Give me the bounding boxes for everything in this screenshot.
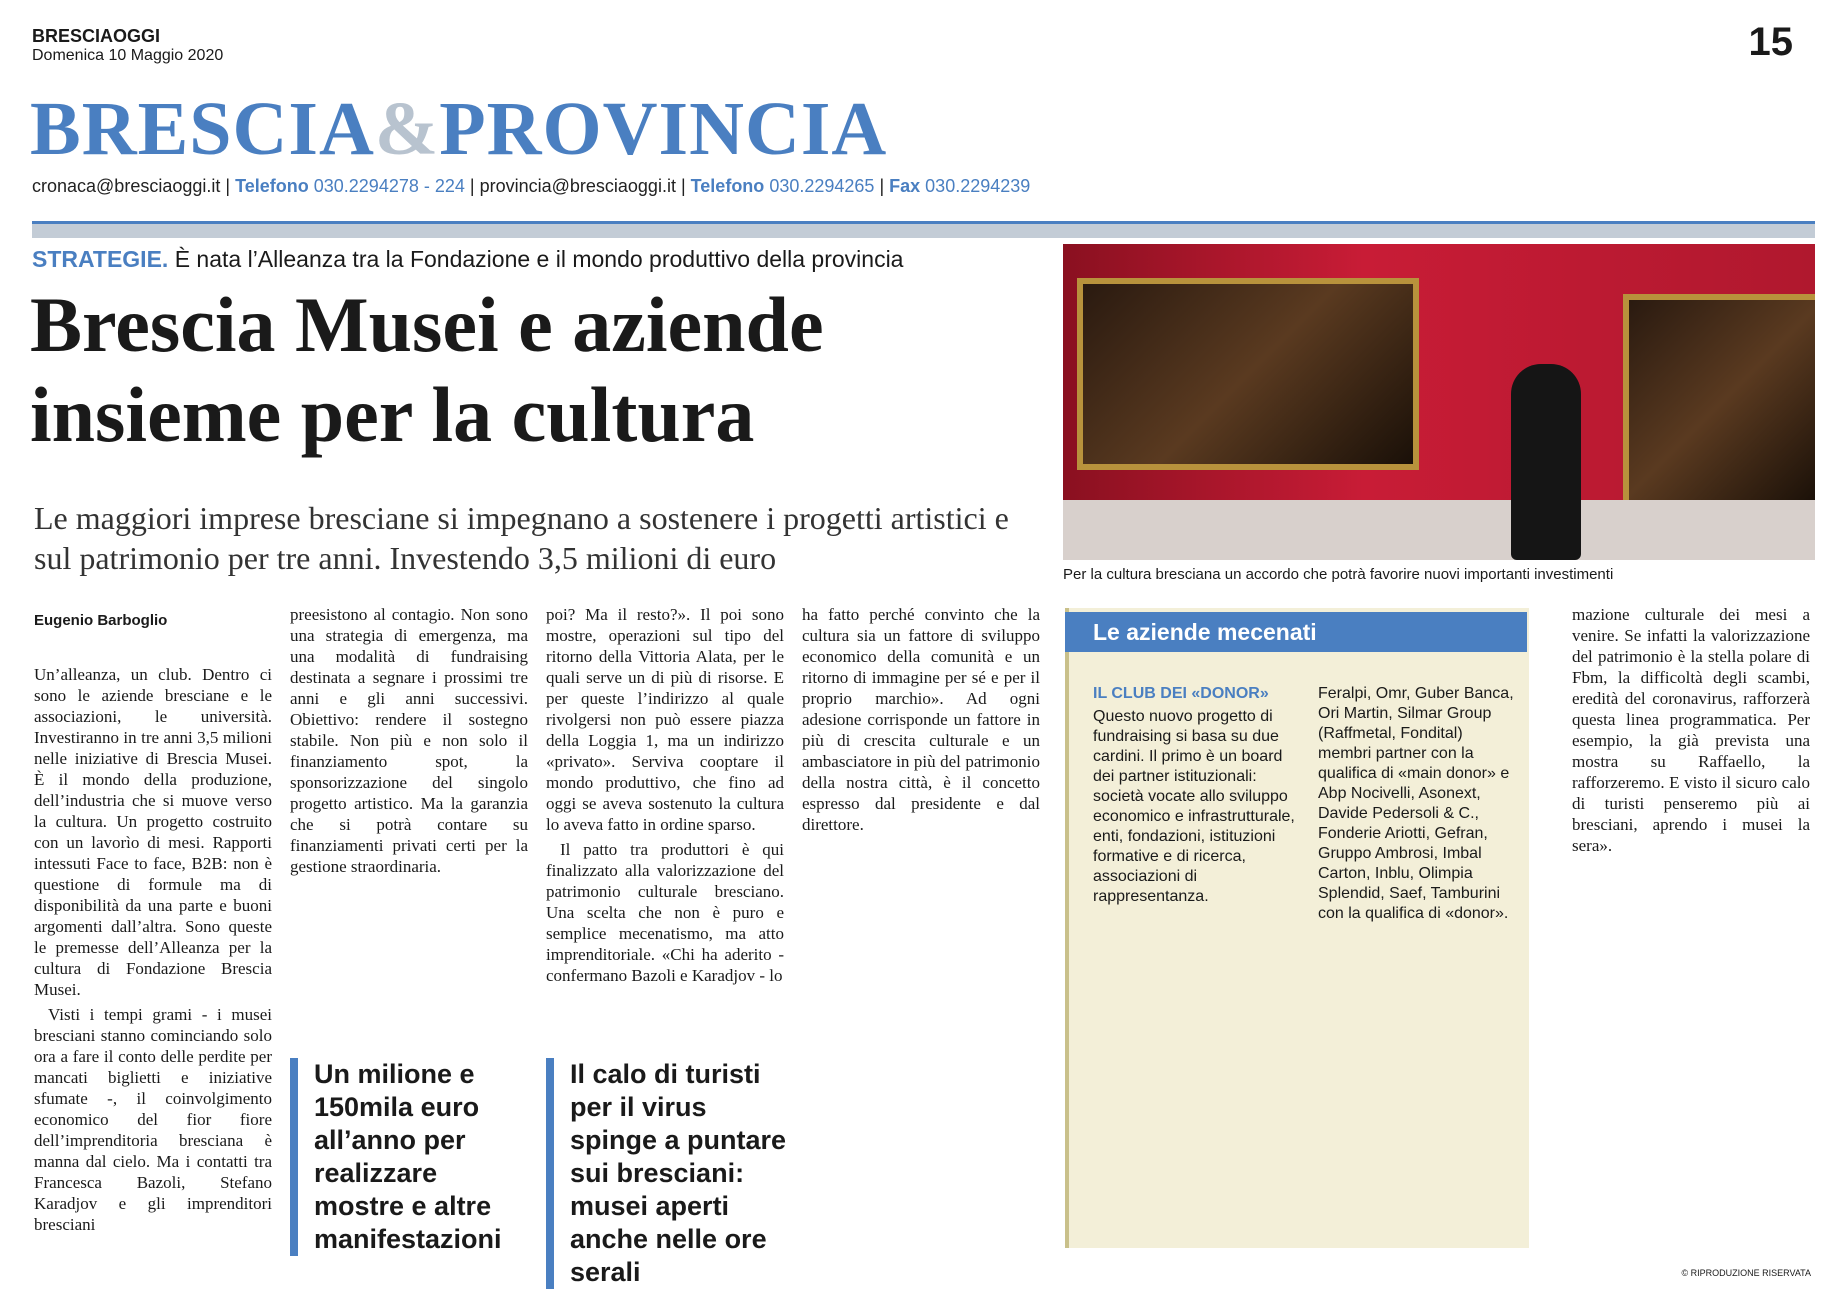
telephone-cronaca: 030.2294278 - 224 bbox=[313, 176, 465, 196]
paragraph: Il patto tra produttori è qui finalizzato alla valorizzazione del patrimonio culturale bresciano. Una scelta che non è puro e semplice mecenatismo, ma atto imprenditoriale. «Chi ha aderito - confermano Bazoli e Karadjov - lo bbox=[546, 840, 784, 985]
kicker-text: È nata l’Alleanza tra la Fondazione e il mondo produttivo della provincia bbox=[168, 246, 904, 272]
contact-email-provincia[interactable]: provincia@bresciaoggi.it bbox=[479, 176, 676, 196]
masthead bbox=[32, 26, 223, 65]
issue-date: Domenica 10 Maggio 2020 bbox=[32, 47, 224, 64]
separator: | bbox=[464, 176, 480, 196]
kicker bbox=[32, 246, 903, 273]
section-title-ampersand: & bbox=[374, 87, 440, 171]
paragraph: poi? Ma il resto?». Il poi sono mostre, operazioni sul tipo del ritorno della Vittoria Alata, per le quali serve un di più di risorse. E per queste l’indirizzo al quale rivolgersi non può essere piazza della Loggia 1, ma un indirizzo «privato». Serviva cooptare il mondo produttivo, che fino ad oggi se aveva sostenuto la cultura lo aveva fatto in ordine sparso. bbox=[546, 605, 784, 834]
paragraph: mazione culturale dei mesi a venire. Se infatti la valorizzazione del patrimonio è la stella polare di Fbm, la difficoltà degli scambi, eredità del coronavirus, rafforzerà questa linea programmatica. Per esempio, la già prevista una mostra su Raffaello, la rafforzeremo. E visto il sicuro calo di turisti penseremo più ai bresciani, aprendo i musei la sera». bbox=[1572, 605, 1810, 855]
pullquote-2: Il calo di turisti per il virus spinge a puntare sui bresciani: musei aperti anche nelle ore serali bbox=[546, 1058, 790, 1289]
sidebar-title: Le aziende mecenati bbox=[1065, 612, 1527, 652]
painting-left bbox=[1077, 278, 1419, 470]
newspaper-name: BRESCIAOGGI bbox=[32, 26, 161, 46]
painting-right bbox=[1623, 294, 1815, 506]
separator: | bbox=[220, 176, 236, 196]
page-number: 15 bbox=[1748, 20, 1793, 64]
separator: | bbox=[675, 176, 691, 196]
museum-photo bbox=[1063, 244, 1815, 560]
copyright-notice: © RIPRODUZIONE RISERVATA bbox=[1681, 1268, 1811, 1278]
pullquote-1: Un milione e 150mila euro all’anno per realizzare mostre e altre manifestazioni bbox=[290, 1058, 524, 1256]
section-rule bbox=[32, 221, 1815, 238]
section-title-part2: PROVINCIA bbox=[439, 87, 888, 171]
separator: | bbox=[874, 176, 890, 196]
telephone-label: Telefono bbox=[235, 176, 309, 196]
article-column-1 bbox=[34, 664, 272, 1239]
article-column-3 bbox=[546, 604, 784, 990]
photo-caption: Per la cultura bresciana un accordo che potrà favorire nuovi importanti investimenti bbox=[1063, 566, 1614, 583]
paragraph: Feralpi, Omr, Guber Banca, Ori Martin, Silmar Group (Raffmetal, Fondital) membri partner con la qualifica di «main donor» e Abp Nocivelli, Asonext, Davide Pedersoli & C., Fonderie Ariotti, Gefran, Gruppo Ambrosi, Imbal Carton, Inblu, Olimpia Splendid, Saef, Tamburini con la qualifica di «donor». bbox=[1318, 685, 1514, 922]
article-column-5 bbox=[1572, 604, 1810, 860]
paragraph: ha fatto perché convinto che la cultura sia un fattore di sviluppo economico della comunità e un ritorno di immagine per sé e per il proprio marchio». Ad ogni adesione corrisponde un fattore in più di crescita culturale e un ambasciatore in più del patrimonio della nostra città, è il concetto espresso dal presidente e dal direttore. bbox=[802, 605, 1040, 834]
standfirst: Le maggiori imprese bresciane si impegnano a sostenere i progetti artistici e sul patrimonio per tre anni. Investendo 3,5 milioni di euro bbox=[34, 500, 1009, 576]
gallery-floor bbox=[1063, 500, 1815, 560]
fax-number: 030.2294239 bbox=[925, 176, 1031, 196]
contact-email-cronaca[interactable]: cronaca@bresciaoggi.it bbox=[32, 176, 221, 196]
sidebar-tag: IL CLUB DEI «DONOR» bbox=[1093, 685, 1269, 702]
kicker-tag: STRATEGIE. bbox=[32, 246, 169, 272]
fax-label: Fax bbox=[889, 176, 921, 196]
article-column-2 bbox=[290, 604, 528, 881]
article-column-4 bbox=[802, 604, 1040, 839]
paragraph: Un’alleanza, un club. Dentro ci sono le aziende bresciane e le associazioni, le università. Investiranno in tre anni 3,5 milioni nelle iniziative di Brescia Musei. È il mondo della produzione, dell’industria che si muove verso la cultura. Un progetto costruito con un lavorìo di mesi. Rapporti intessuti Face to face, B2B: non è questione di formule ma di disponibilità da una parte e buoni argomenti dall’altra. Sono queste le premesse dell’Alleanza per la cultura di Fondazione Brescia Musei. bbox=[34, 665, 272, 999]
telephone-label: Telefono bbox=[690, 176, 765, 196]
paragraph: Questo nuovo progetto di fundraising si basa su due cardini. Il primo è un board dei partner istituzionali: società vocate allo sviluppo economico e infrastrutturale, enti, fondazioni, istituzioni formative e di ricerca, associazioni di rappresentanza. bbox=[1093, 708, 1295, 905]
paragraph: Visti i tempi grami - i musei bresciani stanno cominciando solo ora a fare il conto delle perdite per mancati biglietti e iniziative sfumate -, il coinvolgimento economico del fior fiore dell’imprenditoria bresciana è manna dal cielo. Ma i contatti tra Francesca Bazoli, Stefano Karadjov e gli imprenditori bresciani bbox=[34, 1005, 272, 1234]
visitor-figure bbox=[1511, 364, 1581, 560]
headline: Brescia Musei e aziende insieme per la cultura bbox=[30, 281, 824, 458]
sidebar-column-1 bbox=[1093, 684, 1303, 910]
section-title-part1: BRESCIA bbox=[30, 87, 375, 171]
paragraph: preesistono al contagio. Non sono una strategia di emergenza, ma una modalità di fundraising destinata a segnare i prossimi tre anni e gli anni successivi. Obiettivo: rendere il sostegno stabile. Non più e non solo il finanziamento spot, la sponsorizzazione del singolo progetto artistico. Ma la garanzia che si potrà contare su finanziamenti privati certi per la gestione straordinaria. bbox=[290, 605, 528, 876]
contacts-line bbox=[32, 176, 1030, 197]
telephone-provincia: 030.2294265 bbox=[769, 176, 875, 196]
byline: Eugenio Barboglio bbox=[34, 612, 168, 629]
sidebar-column-2 bbox=[1318, 684, 1518, 927]
section-title bbox=[30, 86, 887, 173]
